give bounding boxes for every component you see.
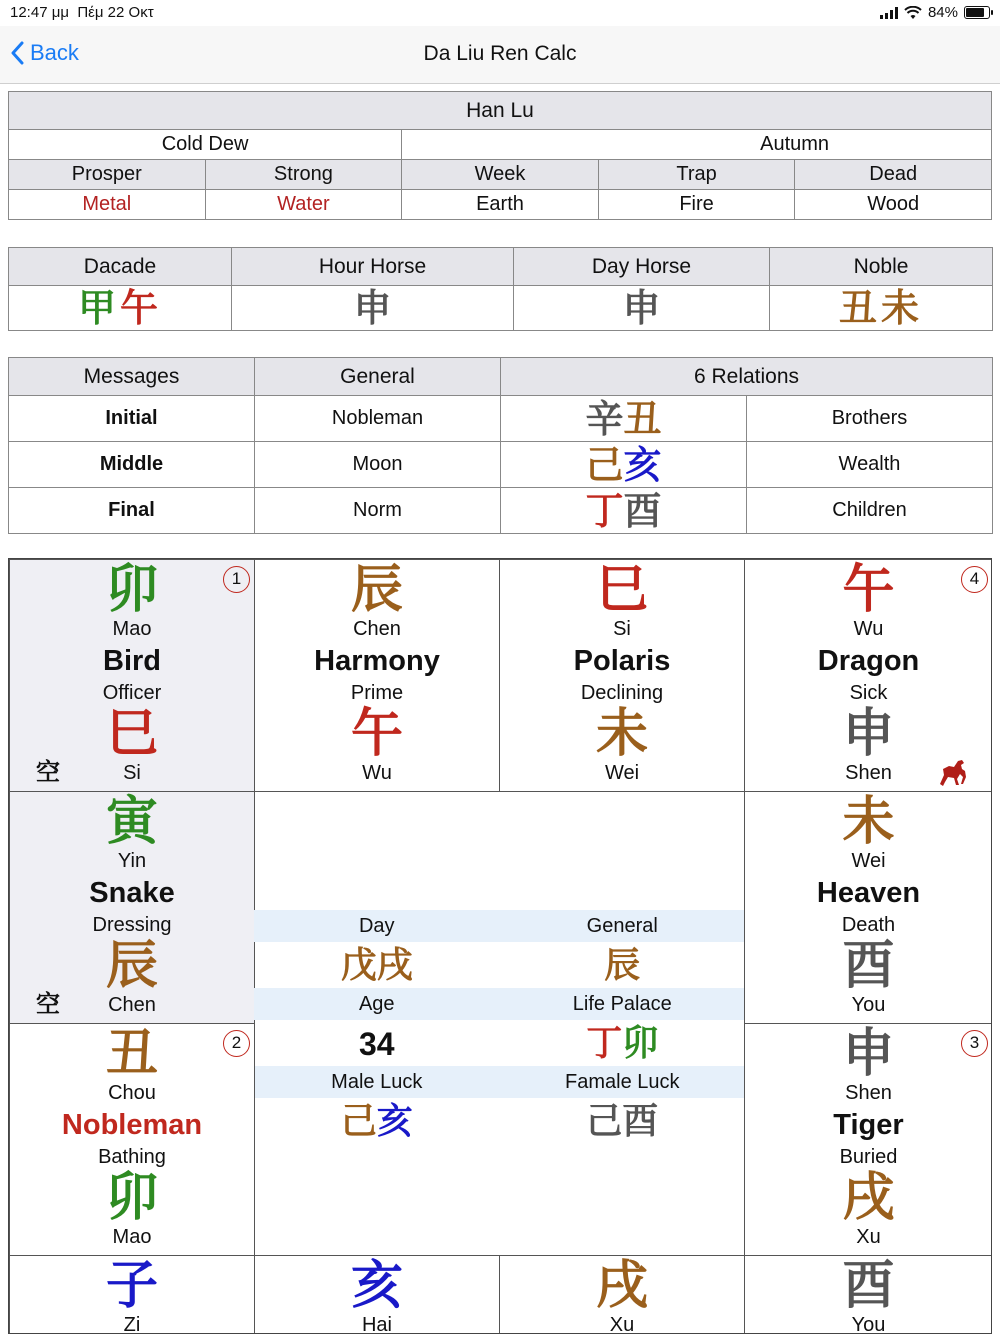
palace-wei[interactable] [744,791,992,1024]
palace-heaven: 申 [842,703,895,764]
palace-branch: 子 [105,1255,158,1316]
life-palace-label: Life Palace [572,993,672,1015]
message-label: Middle [9,442,255,488]
palace-branch: 寅 [105,791,158,852]
element-earth: Earth [402,190,599,220]
battery-percent: 84% [927,4,958,21]
message-stem-branch: 辛丑 [501,396,747,442]
header-hour-horse: Hour Horse [232,248,514,286]
palace-branch-name: Zi [123,1314,141,1334]
hour-horse-value: 申 [232,286,514,331]
void-marker: 空 [36,757,60,786]
palace-branch: 戌 [595,1255,648,1316]
day-horse-value: 申 [514,286,770,331]
status-bar [0,0,1000,26]
palace-heaven: 巳 [105,703,158,764]
season-table [8,91,992,220]
palace-general: Heaven [816,877,921,909]
horse-icon [936,757,968,787]
message-general: Moon [255,442,501,488]
palace-branch: 巳 [595,559,648,620]
palace-heaven-name: Wei [604,762,640,784]
header-day-horse: Day Horse [514,248,770,286]
table-row [9,442,993,488]
general-value: 辰 [604,944,641,986]
noble-value: 丑未 [770,286,993,331]
palace-chou[interactable] [9,1023,255,1256]
lesson-number-badge: 3 [961,1030,988,1057]
message-relation: Children [747,488,993,534]
message-relation: Brothers [747,396,993,442]
palace-stage: Prime [350,682,404,704]
palace-stage: Declining [580,682,664,704]
message-label: Final [9,488,255,534]
palace-branch: 申 [842,1023,895,1084]
palace-stage: Bathing [98,1146,166,1168]
female-luck-label: Famale Luck [565,1071,680,1093]
palace-heaven: 卯 [105,1167,158,1228]
palace-mao[interactable] [9,559,255,792]
palace-xu[interactable] [499,1255,745,1334]
palace-branch-name: Wu [853,618,884,640]
back-label: Back [30,40,79,65]
age-label: Age [358,993,395,1015]
male-luck-label: Male Luck [331,1071,423,1093]
signal-icon [880,7,898,19]
header-general: General [255,358,501,396]
palace-branch: 丑 [105,1023,158,1084]
palace-general: Tiger [833,1109,904,1141]
palace-general: Polaris [573,645,671,677]
season: Autumn [402,130,992,160]
palace-general: Harmony [314,645,440,677]
palace-branch-name: Mao [112,618,152,640]
palace-heaven: 酉 [842,935,895,996]
table-row [9,396,993,442]
element-metal: Metal [9,190,206,220]
palace-hai[interactable] [254,1255,500,1334]
message-general: Nobleman [255,396,501,442]
palace-zi[interactable] [9,1255,255,1334]
palace-heaven-name: Wu [362,762,392,784]
lesson-number-badge: 1 [223,566,250,593]
palace-branch: 未 [842,791,895,852]
page-title: Da Liu Ren Calc [423,42,577,65]
clock: 12:47 μμ [10,4,69,21]
season-table-title: Han Lu [9,92,992,130]
palace-si[interactable] [499,559,745,792]
male-luck-value: 己亥 [340,1100,413,1142]
palace-branch-name: You [851,1314,886,1334]
message-stem-branch: 丁酉 [501,488,747,534]
palace-chen[interactable] [254,559,500,792]
female-luck-value: 己酉 [586,1100,659,1142]
palace-branch-name: Shen [845,1082,892,1104]
day-value: 戊戌 [340,944,413,986]
horse-table [8,247,993,331]
message-general: Norm [255,488,501,534]
center-table [254,910,745,1144]
state-prosper: Prosper [9,160,206,190]
palace-heaven: 戌 [842,1167,895,1228]
palace-heaven-name: Shen [845,762,892,784]
palace-yin[interactable] [9,791,255,1024]
navigation-bar [0,26,1000,84]
date: Πέμ 22 Οκτ [77,4,154,21]
table-row [9,488,993,534]
palace-branch-name: Chou [108,1082,156,1104]
palace-general: Dragon [817,645,920,677]
palace-branch-name: Si [613,618,631,640]
header-dacade: Dacade [9,248,232,286]
palace-heaven-name: Chen [108,994,156,1016]
palace-stage: Dressing [92,914,172,936]
lesson-number-badge: 4 [961,566,988,593]
state-trap: Trap [598,160,795,190]
void-marker: 空 [36,989,60,1018]
battery-icon [964,6,990,19]
state-dead: Dead [795,160,992,190]
palace-wu[interactable] [744,559,992,792]
palace-heaven: 午 [350,703,403,764]
palace-branch: 卯 [105,559,158,620]
header-noble: Noble [770,248,993,286]
state-strong: Strong [205,160,402,190]
palace-heaven-name: Xu [856,1226,881,1248]
palace-branch: 酉 [842,1255,895,1316]
palace-general: Bird [103,645,161,677]
lesson-number-badge: 2 [223,1030,250,1057]
palace-branch-name: Hai [361,1314,392,1334]
dacade-value: 甲午 [9,286,232,331]
palace-shen[interactable] [744,1023,992,1256]
palace-general: Nobleman [61,1109,203,1141]
message-label: Initial [9,396,255,442]
palace-branch: 午 [842,559,895,620]
center-info-panel [254,792,745,1257]
element-water: Water [205,190,402,220]
palace-stage: Officer [102,682,162,704]
palace-branch-name: Chen [353,618,401,640]
element-wood: Wood [795,190,992,220]
message-relation: Wealth [747,442,993,488]
status-time [10,4,154,21]
palace-you[interactable] [744,1255,992,1334]
palace-heaven-name: Si [123,762,141,784]
state-week: Week [402,160,599,190]
element-fire: Fire [598,190,795,220]
palace-branch: 亥 [350,1255,403,1316]
header-messages: Messages [9,358,255,396]
palace-heaven: 未 [595,703,648,764]
palace-branch-name: Xu [609,1314,635,1334]
palace-stage: Sick [849,682,888,704]
palace-branch-name: Yin [117,850,147,872]
palace-heaven-name: Mao [112,1226,152,1248]
palace-stage: Death [841,914,896,936]
palace-heaven-name: You [851,994,886,1016]
palace-branch-name: Wei [851,850,886,872]
palace-branch: 辰 [350,559,403,620]
palace-stage: Buried [839,1146,898,1168]
life-palace-value: 丁卯 [586,1022,659,1064]
day-label: Day [358,915,395,937]
status-right [880,4,990,21]
messages-table [8,357,993,534]
palace-heaven: 辰 [105,935,158,996]
wifi-icon [904,6,922,20]
age-value: 34 [358,1026,395,1062]
general-label: General [586,915,658,937]
palace-grid [8,558,992,1334]
message-stem-branch: 己亥 [501,442,747,488]
solar-term: Cold Dew [9,130,402,160]
palace-general: Snake [89,877,175,909]
header-6-relations: 6 Relations [501,358,993,396]
